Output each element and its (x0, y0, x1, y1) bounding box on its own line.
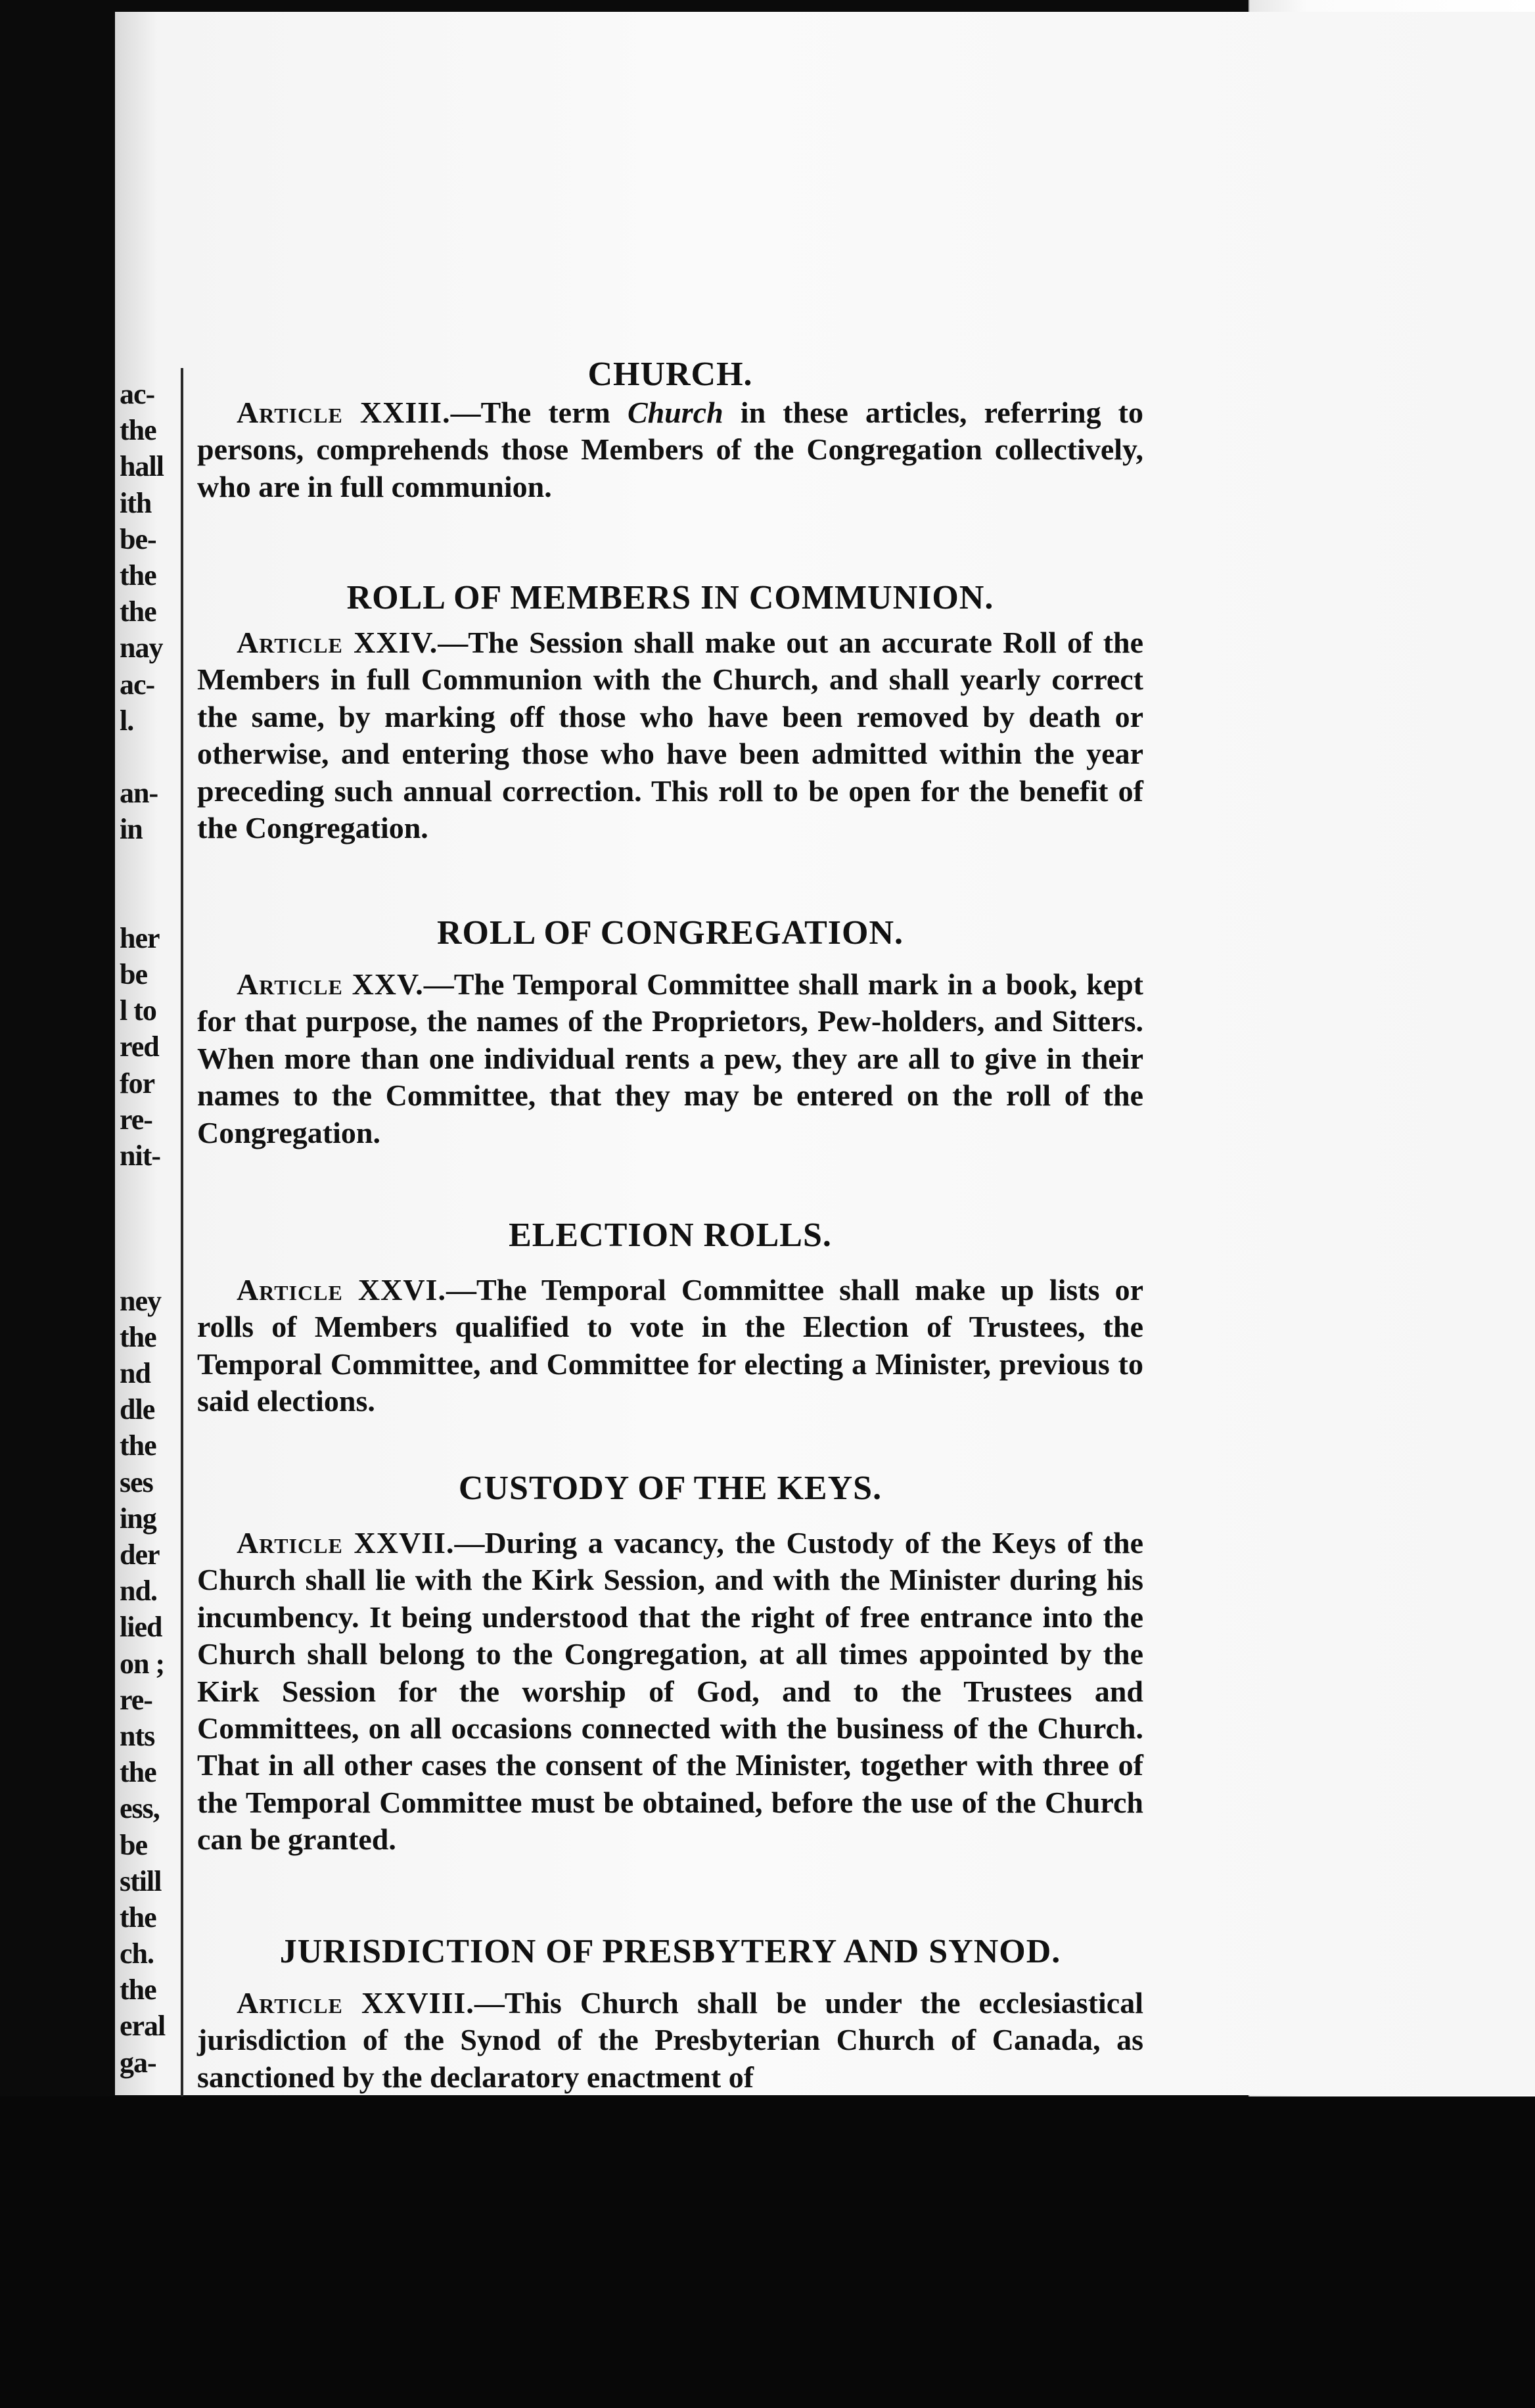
margin-fragment: ess, (120, 1792, 160, 1825)
article-label: Article (237, 1273, 343, 1307)
margin-fragment: red (120, 1030, 159, 1063)
margin-fragment: the (120, 1756, 156, 1789)
article-number: XXVI. (357, 1273, 446, 1307)
section-title-roll-of-members: ROLL OF MEMBERS IN COMMUNION. (346, 579, 994, 616)
margin-fragment: the (120, 414, 156, 447)
margin-fragment: l to (120, 994, 156, 1027)
margin-fragment: nts (120, 1719, 155, 1752)
margin-fragment: the (120, 595, 156, 628)
margin-fragment: the (120, 1429, 156, 1462)
article-label: Article (237, 1526, 343, 1560)
margin-fragment: be- (120, 522, 156, 555)
article-26 (197, 1272, 1143, 1420)
section-title-roll-of-congregation: ROLL OF CONGREGATION. (436, 914, 904, 952)
section-title-church: CHURCH. (587, 356, 753, 393)
article-text: in these articles, referring to persons, comprehends those Members of the Congregation collectively, who are in full communion. (197, 396, 1143, 503)
margin-fragment: nd. (120, 1575, 157, 1608)
margin-fragment (120, 1174, 182, 1210)
margin-fragment: der (120, 1539, 160, 1571)
margin-fragment: nd (120, 1357, 150, 1390)
margin-fragment: re- (120, 1683, 152, 1716)
article-label: Article (237, 1986, 343, 2020)
scan-background (0, 2096, 1535, 2408)
margin-fragment: ney (120, 1284, 161, 1317)
article-25 (197, 966, 1143, 1151)
margin-fragment: ac- (120, 378, 155, 410)
article-text: —The Temporal Committee shall make up lists or rolls of Members qualified to vote in the Election of Trustees, the Temporal Committee, and Committee for electing a Minister, previous to said elections. (197, 1273, 1144, 1418)
adjacent-page-text-fragments (120, 376, 182, 2081)
article-number: XXIII. (359, 396, 451, 429)
section-title-jurisdiction: JURISDICTION OF PRESBYTERY AND SYNOD. (279, 1933, 1061, 1970)
margin-fragment: be (120, 1828, 147, 1861)
article-text: —The term (450, 396, 628, 429)
margin-fragment: lied (120, 1611, 162, 1644)
margin-fragment: re- (120, 1103, 152, 1136)
margin-fragment: ch. (120, 1937, 154, 1970)
margin-fragment (120, 847, 182, 883)
margin-fragment (120, 884, 182, 920)
section-title-election-rolls: ELECTION ROLLS. (509, 1216, 832, 1254)
article-28 (197, 1985, 1143, 2096)
italic-term: Church (627, 396, 723, 429)
article-24 (197, 624, 1143, 846)
article-number: XXVIII. (361, 1986, 474, 2020)
article-label: Article (237, 967, 343, 1001)
article-27 (197, 1525, 1143, 1859)
article-text: —This Church shall be under the ecclesiastical jurisdiction of the Synod of the Presbyterian Church of Canada, as sanctioned by the declaratory enactment of (197, 1986, 1143, 2094)
article-text: —During a vacancy, the Custody of the Keys of the Church shall lie with the Kirk Session, and with the Minister during his incumbency. It being understood that the right of free entrance into the Church shall belong to the Congregation, at all times appointed by the Kirk Session for the worship of God, and to the Trustees and Committees, on all occasions connected with the business of the Church. That in all other cases the consent of the Minister, together with three of the Temporal Committee must be obtained, before the use of the Church can be granted. (197, 1526, 1143, 1857)
margin-fragment: for (120, 1067, 155, 1100)
margin-fragment: nit- (120, 1139, 160, 1172)
margin-fragment: nay (120, 632, 163, 664)
margin-fragment (120, 739, 182, 775)
section-title-custody-of-keys: CUSTODY OF THE KEYS. (458, 1470, 882, 1507)
margin-fragment: an- (120, 777, 158, 810)
article-number: XXVII. (354, 1526, 455, 1560)
article-23 (197, 394, 1143, 505)
margin-fragment: ga- (120, 2046, 156, 2079)
margin-fragment: in (120, 813, 143, 846)
margin-fragment: her (120, 921, 160, 954)
article-label: Article (237, 626, 343, 659)
margin-fragment: eral (120, 2010, 166, 2043)
margin-fragment: dle (120, 1393, 155, 1426)
article-text: —The Temporal Committee shall mark in a book, kept for that purpose, the names of the Proprietors, Pew-holders, and Sitters. When more than one individual rents a pew, they are all to give in their names to the Committee, that they may be entered on the roll of the Congregation. (197, 967, 1143, 1149)
margin-fragment: ing (120, 1502, 156, 1535)
article-label: Article (237, 396, 343, 429)
article-number: XXV. (352, 967, 424, 1001)
margin-fragment (120, 1210, 182, 1246)
margin-fragment: the (120, 1974, 156, 2006)
margin-fragment (120, 1247, 182, 1283)
margin-fragment: the (120, 1901, 156, 1933)
margin-fragment: on ; (120, 1647, 165, 1680)
margin-fragment: the (120, 1320, 156, 1353)
margin-fragment: still (120, 1864, 162, 1897)
margin-fragment: ses (120, 1466, 153, 1498)
margin-fragment: the (120, 559, 156, 591)
article-text: —The Session shall make out an accurate Roll of the Members in full Communion with the Church, and shall yearly correct the same, by marking off those who have been removed by death or otherwise, and entering those who have been admitted within the year preceding such annual correction. This roll to be open for the benefit of the Congregation. (197, 626, 1144, 845)
margin-fragment: ac- (120, 668, 155, 701)
margin-fragment: be (120, 958, 147, 990)
margin-fragment: l. (120, 704, 134, 737)
article-number: XXIV. (354, 626, 438, 659)
margin-fragment: hall (120, 450, 164, 483)
margin-fragment: ith (120, 486, 152, 519)
